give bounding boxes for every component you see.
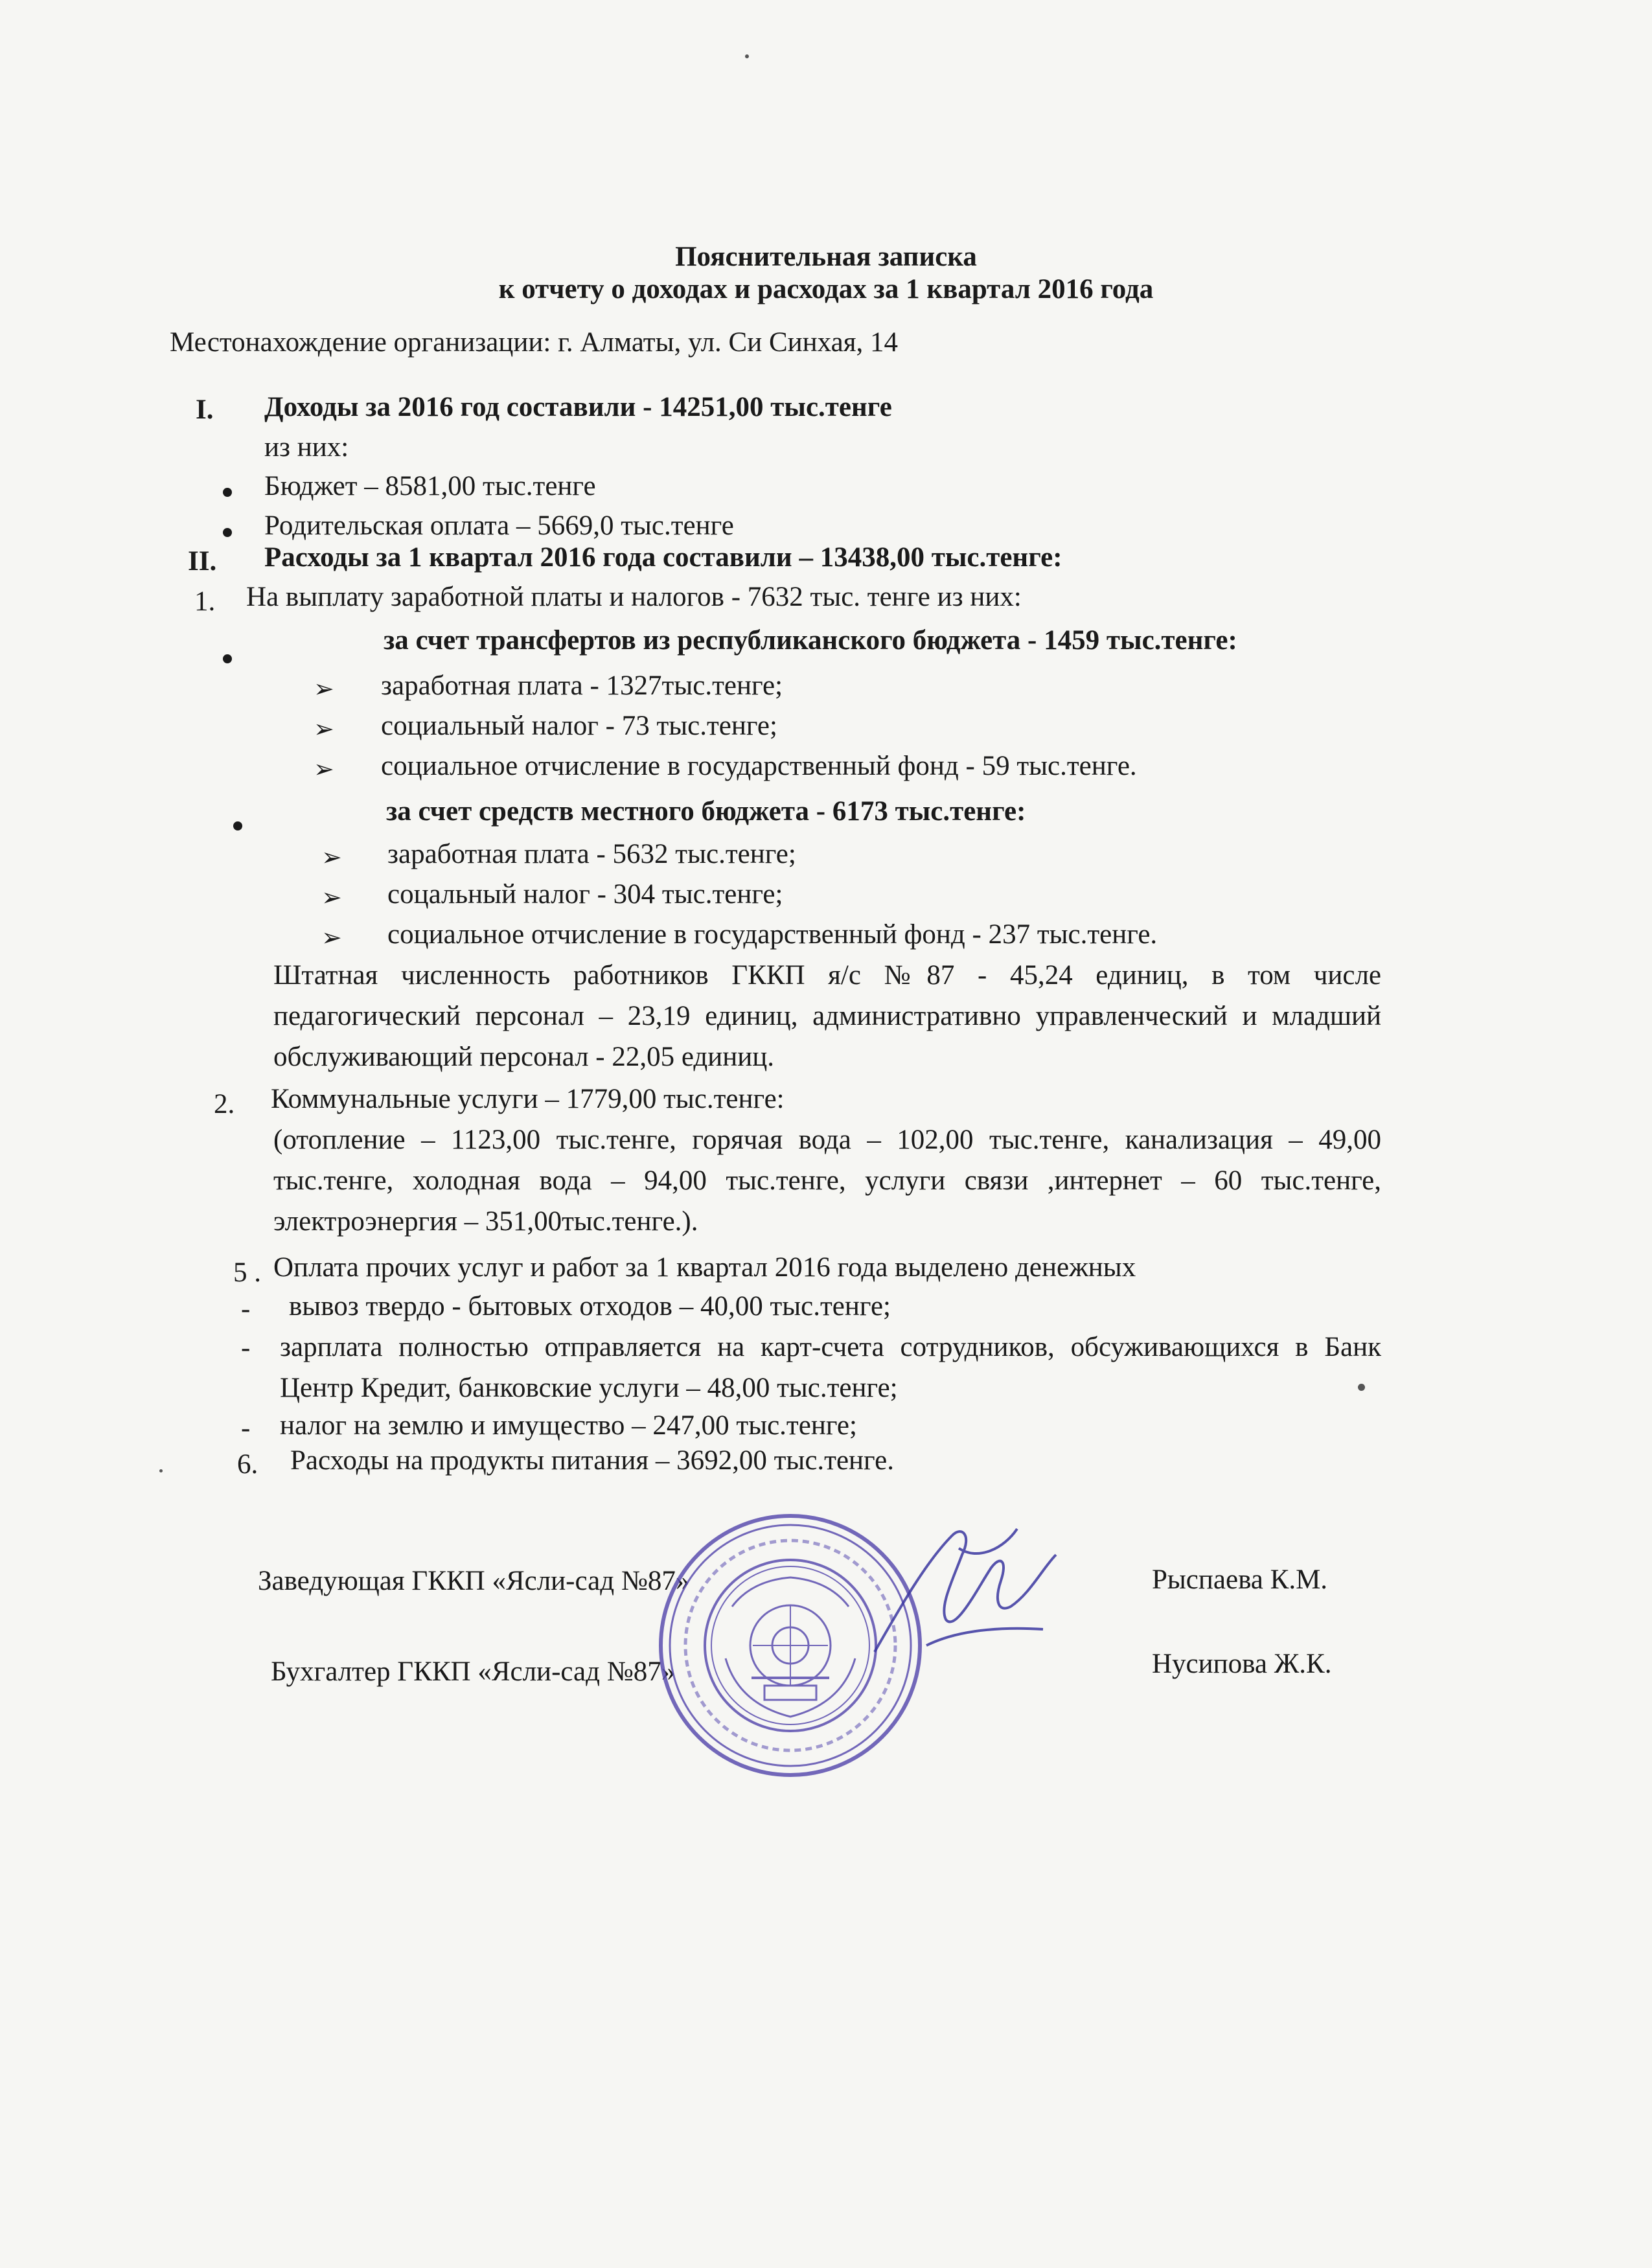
item-number: 6. [237,1449,258,1480]
arrow-bullet-icon: ➢ [314,715,334,743]
arrow-bullet-icon: ➢ [314,674,334,703]
income-item-parent-fee: Родительская оплата – 5669,0 тыс.тенге [264,510,734,541]
location-line: Местонахождение организации: г. Алматы, ул. Си Синхая, 14 [170,327,898,358]
signature-icon [849,1509,1121,1678]
utilities-detail: (отопление – 1123,00 тыс.тенге, горячая вода – 102,00 тыс.тенге, канализация – 49,00 тыс.тенге, холодная вода – 94,00 тыс.тенге, услуги связи ,интернет – 60 тыс.тенге, электроэнергия – 351,00тыс.тенге.). [273,1125,1381,1237]
document-title: Пояснительная записка [675,242,977,272]
arrow-bullet-icon: ➢ [314,755,334,783]
income-item-budget: Бюджет – 8581,00 тыс.тенге [264,471,596,501]
loc-social-tax: соцальный налог - 304 тыс.тенге; [387,879,783,910]
bullet-icon [223,488,232,497]
loc-social-contribution: социальное отчисление в государственный фонд - 237 тыс.тенге. [387,919,1158,950]
section-numeral-ii: II. [188,546,217,577]
scan-speck [159,1469,163,1472]
dash-bullet-icon: - [241,1413,251,1443]
staff-note: Штатная численность работников ГККП я/с №87 - 45,24 единиц, в том числе педагогический персонал – 23,19 единиц, административно управленческий и младший обслуживающий персонал - 22,05 единиц. [273,960,1381,1072]
head-title: Заведующая ГККП «Ясли-сад №87» [258,1566,690,1596]
accountant-name: Нусипова Ж.К. [1152,1649,1332,1679]
other-land-tax: налог на землю и имущество – 247,00 тыс.тенге; [280,1410,857,1441]
salary-taxes-line: На выплату заработной платы и налогов - 7632 тыс. тенге из них: [246,582,1022,612]
expenses-heading: Расходы за 1 квартал 2016 года составили – 13438,00 тыс.тенге: [264,542,1062,573]
dash-bullet-icon: - [241,1333,251,1363]
other-bank: зарплата полностью отправляется на карт-счета сотрудников, обсуживающихся в Банк Центр Кредит, банковские услуги – 48,00 тыс.тенге; [280,1332,1381,1403]
utilities-line: Коммунальные услуги – 1779,00 тыс.тенге: [271,1084,785,1114]
bullet-icon [223,528,232,537]
income-of-them: из них: [264,432,349,463]
income-heading: Доходы за 2016 год составили - 14251,00 тыс.тенге [264,392,892,422]
document-subtitle: к отчету о доходах и расходах за 1 квартал 2016 года [498,274,1154,304]
head-name: Рыспаева К.М. [1152,1564,1328,1595]
item-number: 1. [194,586,216,617]
scan-speck [1358,1384,1365,1391]
accountant-title: Бухгалтер ГККП «Ясли-сад №87» [271,1656,676,1687]
scan-speck [745,54,749,58]
other-services-line: Оплата прочих услуг и работ за 1 квартал 2016 года выделено денежных [273,1252,1136,1283]
rep-social-contribution: социальное отчисление в государственный фонд - 59 тыс.тенге. [381,751,1137,781]
dash-bullet-icon: - [241,1294,251,1324]
other-waste: вывоз твердо - бытовых отходов – 40,00 тыс.тенге; [289,1291,891,1322]
section-numeral-i: I. [196,395,214,425]
food-expenses: Расходы на продукты питания – 3692,00 тыс.тенге. [290,1445,894,1476]
bullet-icon [223,654,232,663]
republican-budget-heading: за счет трансфертов из республиканского бюджета - 1459 тыс.тенге: [384,625,1237,656]
arrow-bullet-icon: ➢ [321,883,342,911]
loc-salary: заработная плата - 5632 тыс.тенге; [387,839,796,869]
bullet-icon [233,821,242,830]
item-number: 2. [214,1089,235,1119]
local-budget-heading: за счет средств местного бюджета - 6173 тыс.тенге: [386,796,1026,827]
arrow-bullet-icon: ➢ [321,923,342,952]
item-number: 5 . [233,1257,261,1288]
rep-social-tax: социальный налог - 73 тыс.тенге; [381,711,777,741]
rep-salary: заработная плата - 1327тыс.тенге; [381,670,783,701]
arrow-bullet-icon: ➢ [321,843,342,871]
